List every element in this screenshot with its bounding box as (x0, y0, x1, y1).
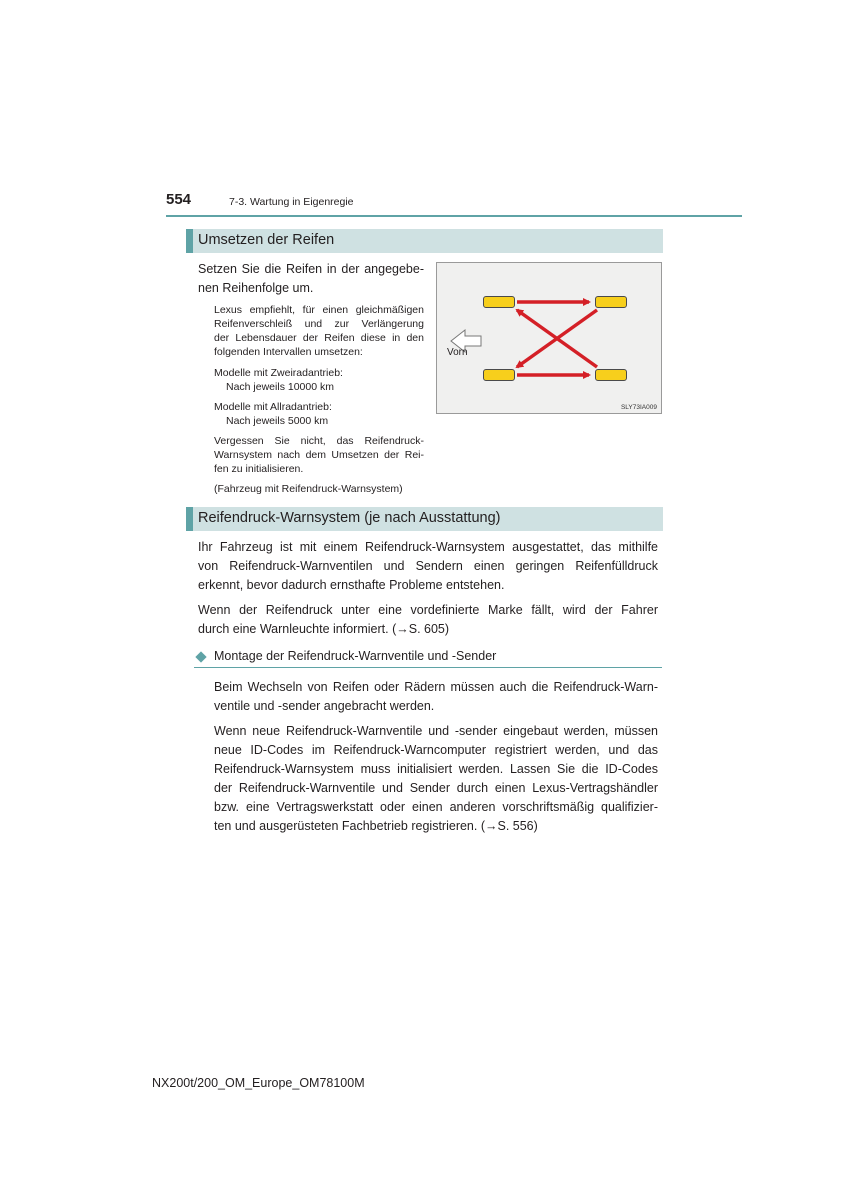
tpws-warning-info (198, 601, 658, 639)
header-divider (166, 215, 742, 217)
section-title: Umsetzen der Reifen (198, 232, 335, 248)
note-line: Lexus empfiehlt, für einen gleichmäßigen (214, 304, 424, 316)
paragraph-line: durch eine Warnleuchte informiert. (→S. 605) (198, 622, 450, 636)
diamond-bullet-icon (195, 651, 206, 662)
rotation-intro (198, 260, 424, 298)
paragraph-line: erkennt, bevor dadurch ernsthafte Probleme entstehen. (198, 578, 505, 592)
section-title: Reifendruck-Warnsystem (je nach Ausstattung) (198, 510, 501, 526)
valve-replacement-note (214, 678, 658, 716)
paragraph-line: der Reifendruck-Warnventile und Sender durch einen Lexus-Vertragshändler (214, 781, 658, 795)
tpws-description (198, 538, 658, 595)
paragraph-line: Ihr Fahrzeug ist mit einem Reifendruck-Warnsystem ausgestattet, das mithilfe (198, 540, 658, 554)
awd-label: Modelle mit Allradantrieb: (214, 401, 332, 413)
note-line: der Lebensdauer der Reifen diese in den (214, 332, 424, 344)
front-label: Vorn (447, 347, 468, 358)
subsection-divider (194, 667, 662, 668)
paragraph-line: Wenn der Reifendruck unter eine vordefinierte Marke fällt, wird der Fahrer (198, 603, 658, 617)
note-line: folgenden Intervallen umsetzen: (214, 346, 363, 358)
tire-rotation-diagram (436, 262, 662, 414)
id-code-registration-note (214, 722, 658, 836)
paragraph-line: ten und ausgerüsteten Fachbetrieb registrieren. (→S. 556) (214, 819, 538, 833)
note-line: Vergessen Sie nicht, das Reifendruck- (214, 435, 424, 447)
intro-line: Setzen Sie die Reifen in der angegebe- (198, 262, 424, 276)
document-code: NX200t/200_OM_Europe_OM78100M (152, 1076, 365, 1090)
section-accent (186, 229, 193, 253)
intro-line: nen Reihenfolge um. (198, 281, 314, 295)
paragraph-line: von Reifendruck-Warnventilen und Sendern einen geringen Reifenfülldruck (198, 559, 658, 573)
section-heading-tpws (186, 507, 663, 531)
tire-front-left (483, 296, 515, 308)
tire-front-right (595, 296, 627, 308)
paragraph-line: Wenn neue Reifendruck-Warnventile und -sender eingebaut werden, müssen (214, 724, 658, 738)
two-wd-label: Modelle mit Zweiradantrieb: (214, 367, 343, 379)
paragraph-line: neue ID-Codes im Reifendruck-Warncomputer registriert werden, und das (214, 743, 658, 757)
note-line: Warnsystem nach dem Umsetzen der Rei- (214, 449, 424, 461)
awd-interval: Nach jeweils 5000 km (226, 415, 329, 427)
paragraph-line: bzw. eine Vertragswerkstatt oder einen anderen vorschriftsmäßig qualifizier- (214, 800, 658, 814)
paragraph-line: Reifendruck-Warnsystem muss initialisiert werden. Lassen Sie die ID-Codes (214, 762, 658, 776)
paragraph-line: Beim Wechseln von Reifen oder Rädern müssen auch die Reifendruck-Warn- (214, 680, 658, 694)
tire-rear-right (595, 369, 627, 381)
page-number: 554 (166, 191, 192, 208)
note-line: Reifenverschleiß und zur Verlängerung (214, 318, 424, 330)
tire-rear-left (483, 369, 515, 381)
paragraph-line: ventile und -sender angebracht werden. (214, 699, 435, 713)
section-heading-tire-rotation (186, 229, 663, 253)
section-accent (186, 507, 193, 531)
applicability-note: (Fahrzeug mit Reifendruck-Warnsystem) (214, 483, 403, 495)
figure-code: SLY73IA009 (620, 404, 657, 411)
initialize-reminder (214, 434, 424, 476)
rotation-arrows (437, 263, 661, 413)
two-wd-interval: Nach jeweils 10000 km (226, 381, 334, 393)
note-line: fen zu initialisieren. (214, 463, 304, 475)
chapter-title: 7-3. Wartung in Eigenregie (229, 196, 354, 208)
subsection-title: Montage der Reifendruck-Warnventile und -Sender (214, 649, 497, 663)
rotation-recommendation (214, 303, 424, 359)
